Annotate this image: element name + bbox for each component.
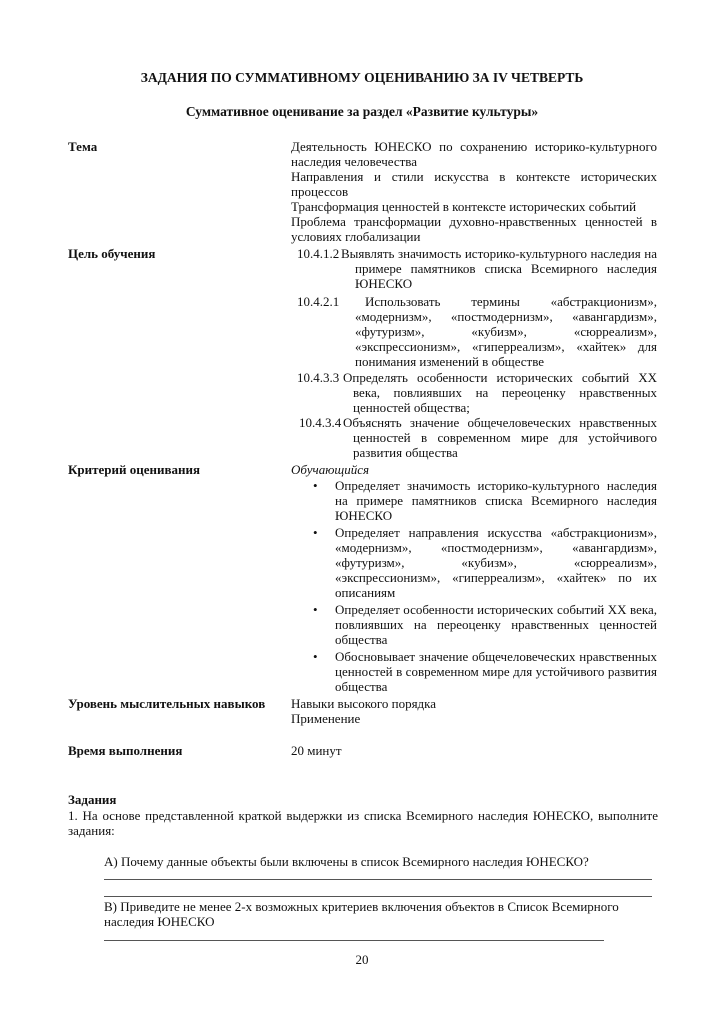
goal-text: Определять особенности исторических событий ХХ века, повлиявших на переоценку нравственных ценностей общества; (343, 370, 657, 415)
time-label: Время выполнения (68, 743, 183, 758)
answer-line (104, 879, 652, 880)
bullet-icon: • (313, 478, 318, 493)
goals-label: Цель обучения (68, 246, 156, 261)
goal-text: Использовать термины «абстракционизм», «модернизм», «постмодернизм», «авангардизм», «футуризм», «кубизм», «сюрреализм», «экспрессионизм», «гиперреализм», «хайтек» для понимания изменений в обществе (355, 294, 657, 369)
learner-label: Обучающийся (291, 462, 370, 477)
goal-text: Выявлять значимость историко-культурного наследия на примере памятников списка Всемирного наследия ЮНЕСКО (341, 246, 657, 291)
bullet-icon: • (313, 602, 318, 617)
goal-code: 10.4.3.4 (299, 415, 342, 430)
bullet-icon: • (313, 525, 318, 540)
answer-line (104, 940, 604, 941)
tema-label: Тема (68, 139, 98, 154)
goal-code: 10.4.1.2 (297, 246, 340, 261)
page-number: 20 (355, 952, 369, 967)
time-value: 20 минут (291, 743, 342, 758)
criteria-text: Определяет значимость историко-культурного наследия на примере памятников списка Всемирного наследия ЮНЕСКО (335, 478, 657, 523)
criteria-label: Критерий оценивания (68, 462, 201, 477)
skills-label: Уровень мыслительных навыков (68, 696, 266, 711)
page-subtitle: Суммативное оценивание за раздел «Развитие культуры» (185, 104, 539, 119)
bullet-icon: • (313, 649, 318, 664)
criteria-text: Обосновывает значение общечеловеческих нравственных ценностей в современном мире для устойчивого развития общества (335, 649, 657, 694)
skills-list (291, 696, 657, 726)
skills-item: Применение (291, 711, 361, 726)
answer-line (104, 896, 652, 897)
goal-code: 10.4.3.3 (297, 370, 340, 385)
page-title: ЗАДАНИЯ ПО СУММАТИВНОМУ ОЦЕНИВАНИЮ ЗА IV ЧЕТВЕРТЬ (140, 70, 584, 85)
tema-item: Деятельность ЮНЕСКО по сохранению историко-культурного наследия человечества (291, 139, 657, 169)
question-b: В) Приведите не менее 2-х возможных критериев включения объектов в Список Всемирного наследия ЮНЕСКО (104, 899, 619, 929)
criteria-text: Определяет особенности исторических событий ХХ века, повлиявших на переоценку нравственных ценностей общества (335, 602, 657, 647)
tema-item: Проблема трансформации духовно-нравственных ценностей в условиях глобализации (291, 214, 657, 244)
tema-item: Направления и стили искусства в контексте исторических процессов (291, 169, 657, 199)
question-a: А) Почему данные объекты были включены в список Всемирного наследия ЮНЕСКО? (104, 854, 589, 869)
criteria-text: Определяет направления искусства «абстракционизм», «модернизм», «постмодернизм», «авангардизм», «футуризм», «кубизм», «сюрреализм», «экспрессионизм», «гиперреализм», «хайтек» по их описаниям (335, 525, 657, 600)
tasks-intro: 1. На основе представленной краткой выдержки из списка Всемирного наследия ЮНЕСКО, выполните задания: (68, 808, 658, 838)
skills-item: Навыки высокого порядка (291, 696, 437, 711)
tema-item: Трансформация ценностей в контексте исторических событий (291, 199, 637, 214)
tema-list (291, 139, 657, 244)
goal-code: 10.4.2.1 (297, 294, 340, 309)
goal-text: Объяснять значение общечеловеческих нравственных ценностей в современном мире для устойчивого развития общества (343, 415, 657, 460)
tasks-heading: Задания (68, 792, 117, 807)
